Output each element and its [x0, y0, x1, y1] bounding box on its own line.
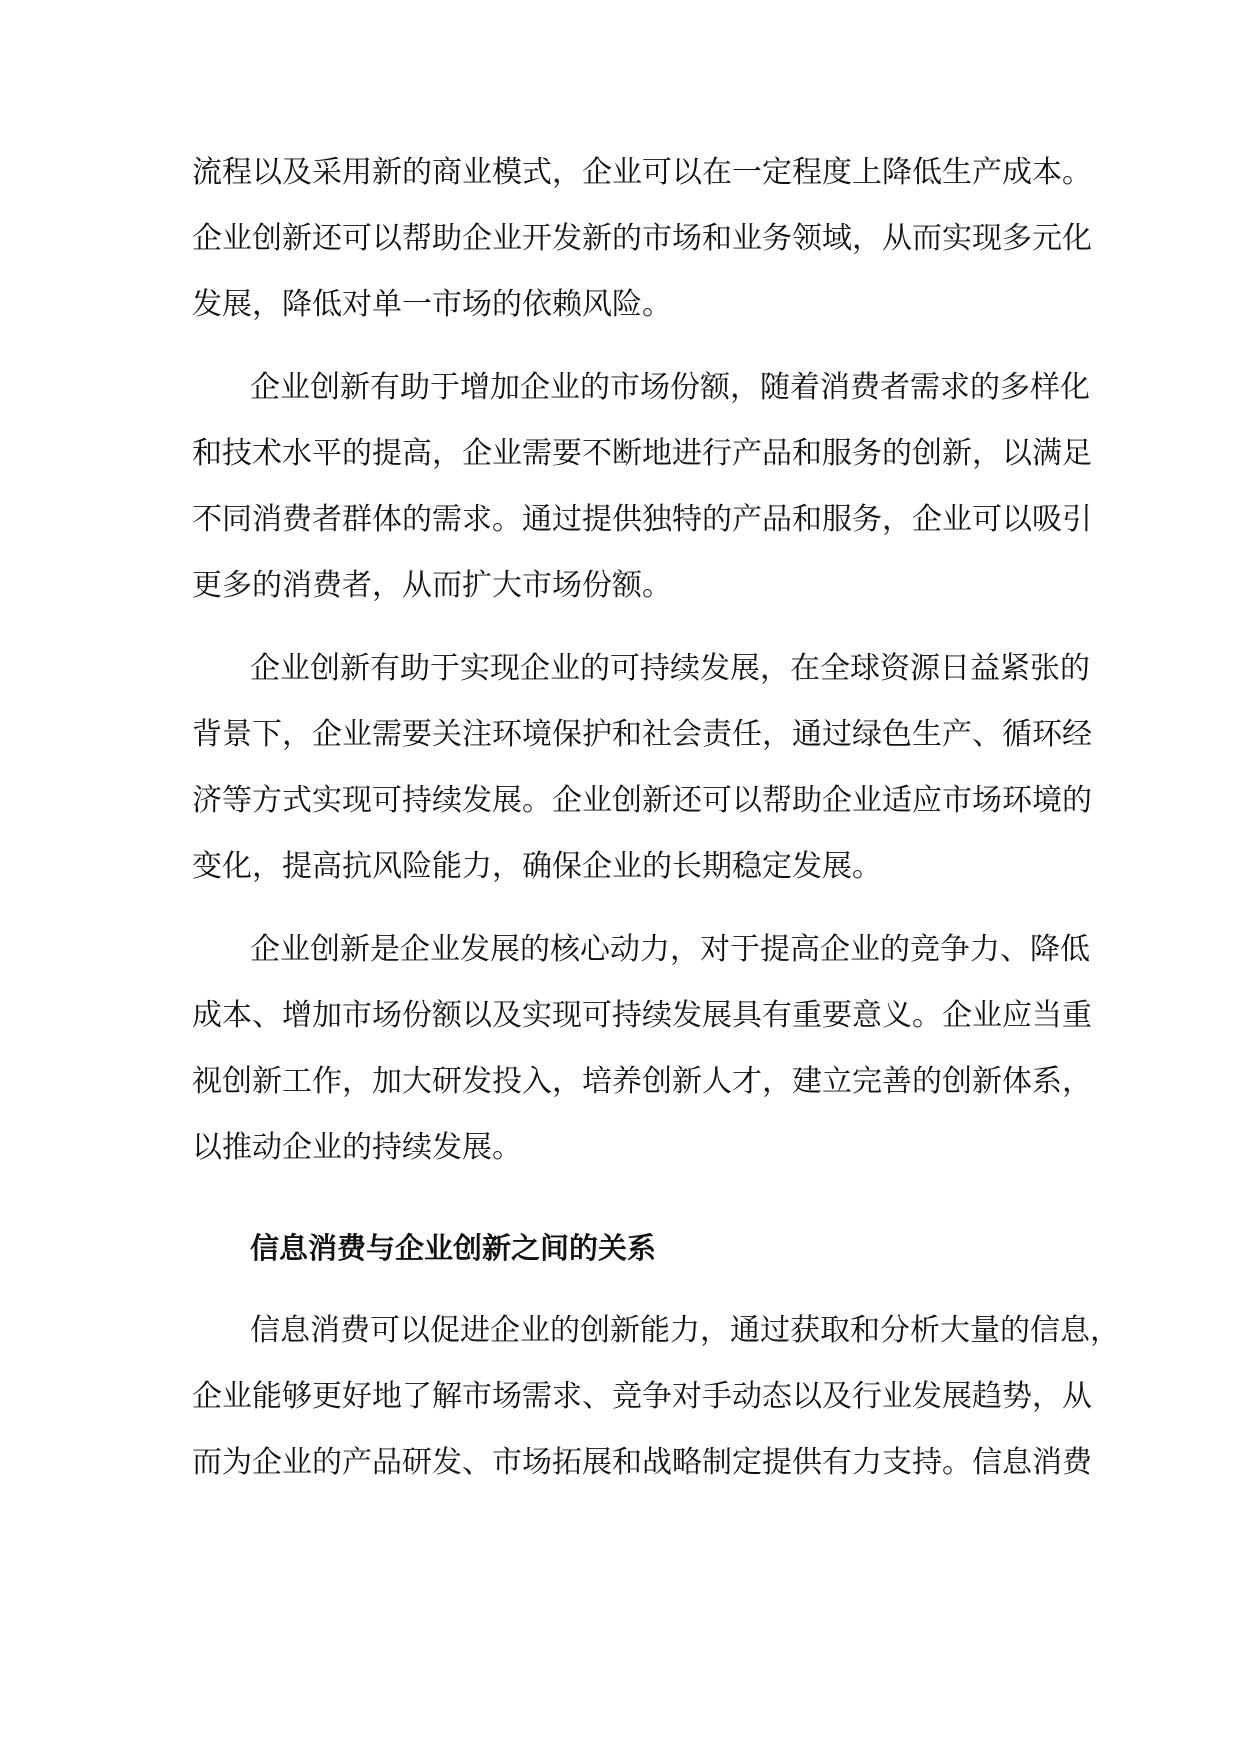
paragraph-line: 背景下，企业需要关注环境保护和社会责任，通过绿色生产、循环经 [192, 717, 1092, 752]
paragraph-line: 视创新工作，加大研发投入，培养创新人才，建立完善的创新体系， [192, 1064, 1092, 1099]
paragraph-3 [192, 636, 1092, 900]
paragraph-4 [192, 917, 1092, 1181]
paragraph-line: 不同消费者群体的需求。通过提供独特的产品和服务，企业可以吸引 [192, 502, 1092, 537]
paragraph-line: 企业创新有助于实现企业的可持续发展，在全球资源日益紧张的 [250, 651, 1090, 686]
paragraph-line: 而为企业的产品研发、市场拓展和战略制定提供有力支持。信息消费 [192, 1445, 1092, 1480]
paragraph-line: 更多的消费者，从而扩大市场份额。 [192, 568, 672, 603]
paragraph-line: 企业创新有助于增加企业的市场份额，随着消费者需求的多样化 [250, 370, 1090, 405]
paragraph-spacer [192, 338, 1056, 355]
paragraph-2 [192, 355, 1092, 619]
paragraph-line: 变化，提高抗风险能力，确保企业的长期稳定发展。 [192, 849, 882, 884]
paragraph-line: 信息消费可以促进企业的创新能力，通过获取和分析大量的信息， [250, 1313, 1120, 1348]
paragraph-line: 以推动企业的持续发展。 [192, 1130, 522, 1165]
paragraph-1 [192, 140, 1092, 338]
paragraph-line: 企业创新还可以帮助企业开发新的市场和业务领域，从而实现多元化 [192, 221, 1092, 256]
paragraph-line: 和技术水平的提高，企业需要不断地进行产品和服务的创新，以满足 [192, 436, 1092, 471]
paragraph-spacer [192, 1281, 1056, 1298]
paragraph-line: 企业创新是企业发展的核心动力，对于提高企业的竞争力、降低 [250, 932, 1090, 967]
paragraph-line: 流程以及采用新的商业模式，企业可以在一定程度上降低生产成本。 [192, 155, 1092, 190]
paragraph-5 [192, 1298, 1120, 1496]
paragraph-line: 发展，降低对单一市场的依赖风险。 [192, 287, 672, 322]
document-body [192, 140, 1120, 1496]
paragraph-line: 济等方式实现可持续发展。企业创新还可以帮助企业适应市场环境的 [192, 783, 1092, 818]
paragraph-line: 成本、增加市场份额以及实现可持续发展具有重要意义。企业应当重 [192, 998, 1092, 1033]
section-spacer [192, 1181, 1056, 1215]
paragraph-line: 企业能够更好地了解市场需求、竞争对手动态以及行业发展趋势，从 [192, 1379, 1092, 1414]
section-heading: 信息消费与企业创新之间的关系 [250, 1231, 657, 1265]
paragraph-spacer [192, 619, 1056, 636]
paragraph-spacer [192, 900, 1056, 917]
